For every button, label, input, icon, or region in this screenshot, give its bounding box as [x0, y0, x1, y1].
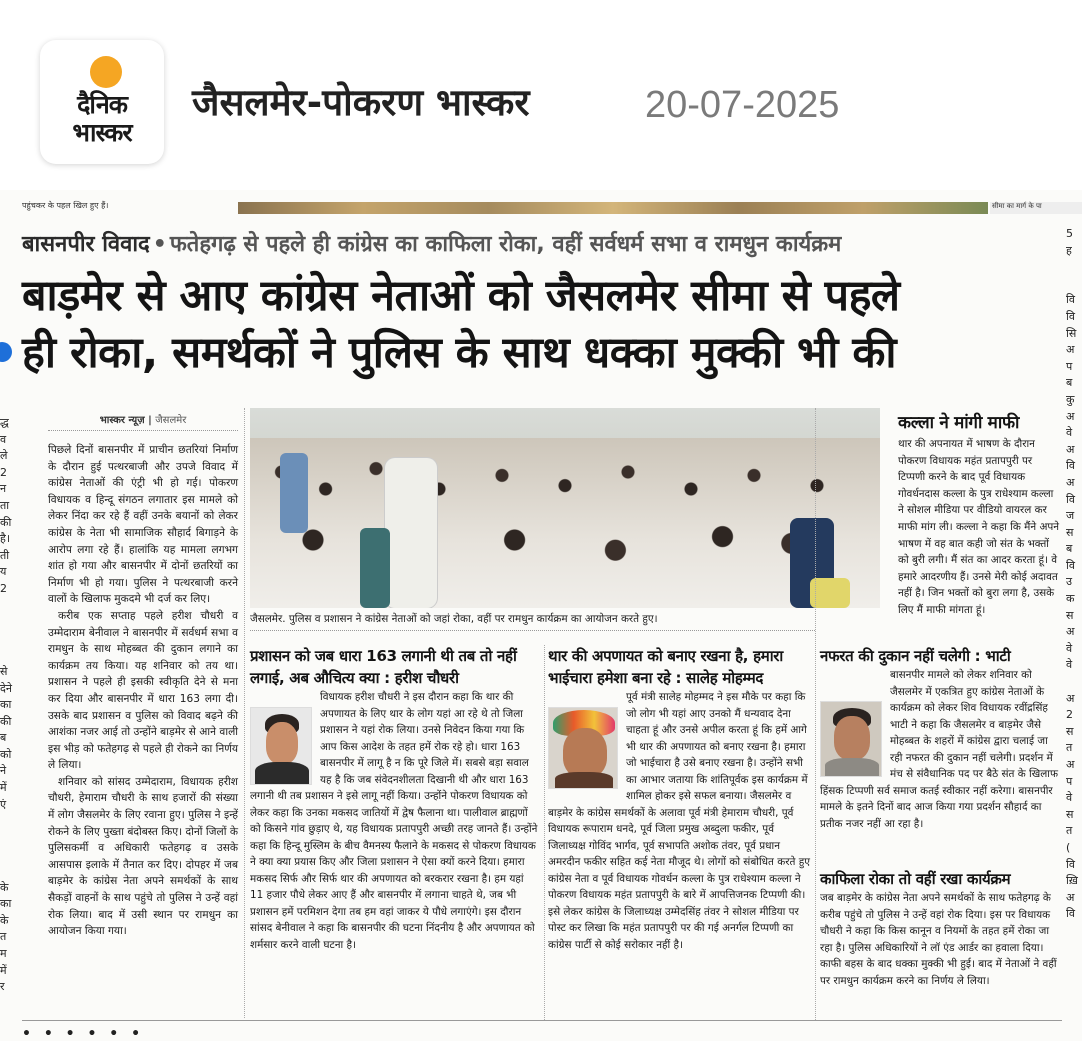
- column-fragment: देने: [0, 681, 12, 695]
- previous-column-overflow: [0, 415, 14, 996]
- column-fragment: [1066, 259, 1082, 276]
- sidebar-body-wrap: [250, 689, 540, 953]
- previous-article-photo-strip: [238, 202, 988, 214]
- headshot-ravindra-bhati: [820, 701, 882, 777]
- column-fragment: 2: [0, 465, 7, 479]
- sidebar-title: काफिला रोका तो वहीं रखा कार्यक्रम: [820, 870, 1011, 888]
- column-fragment: अ: [1066, 409, 1075, 423]
- column-fragment: के: [0, 913, 9, 927]
- column-divider: [544, 645, 545, 1020]
- column-fragment: न: [0, 482, 7, 496]
- column-fragment: उ: [1066, 575, 1073, 589]
- column-fragment: स: [1066, 525, 1074, 539]
- column-fragment: की: [0, 515, 12, 529]
- column-fragment: ब: [1066, 376, 1073, 390]
- column-fragment: प: [1066, 359, 1073, 373]
- column-fragment: के: [0, 880, 9, 894]
- column-fragment: 5: [1066, 227, 1073, 240]
- headline-line-2: ही रोका, समर्थकों ने पुलिस के साथ धक्का मुक्की भी की: [22, 328, 897, 378]
- article-body: [48, 442, 238, 940]
- article-paragraph: शनिवार को सांसद उम्मेदाराम, विधायक हरीश चौधरी, हेमाराम चौधरी के साथ हजारों की संख्या में लोग जैसलमेर के लिए रवाना हुए। पुलिस ने इन्हें रोकने के लिए पुख्ता बंदोबस्त किए। दोनों जिलों के पुलिसकर्मी व अधिकारी फतेहगढ़ व उसके आसपास इलाके में तैनात कर दिए। दोपहर में जब बाड़मेर के कांग्रेस नेता अपने समर्थकों के साथ सैकड़ों वाहनों के साथ पहुंचे तो पुलिस ने उन्हें वहां रोक लिया। बाद में उसी स्थान पर रामधुन का आयोजन किया गया।: [48, 775, 238, 938]
- sidebar-title: थार की अपणायत को बनाए रखना है, हमारा भाईचारा हमेशा बना रहे : सालेह मोहम्मद: [548, 647, 784, 687]
- kicker-topic: बासनपीर विवाद: [22, 232, 150, 257]
- next-headline-fragment: • • • • • •: [22, 1026, 145, 1041]
- column-fragment: का: [0, 698, 12, 712]
- column-fragment: में: [0, 963, 7, 977]
- column-fragment: प: [1066, 774, 1073, 788]
- column-fragment: वि: [1066, 492, 1075, 506]
- byline-city: जैसलमेर: [155, 415, 187, 426]
- kicker-bullet: •: [152, 232, 167, 257]
- column-fragment: वे: [1066, 426, 1073, 440]
- column-fragment: [1066, 674, 1082, 691]
- column-fragment: अ: [1066, 475, 1075, 489]
- column-fragment: वि: [1066, 558, 1075, 572]
- column-fragment: 2: [0, 581, 7, 595]
- sidebar-harish-chaudhary: [250, 645, 540, 953]
- sidebar-title: कल्ला ने मांगी माफी: [898, 413, 1020, 433]
- blue-dot-marker: [0, 342, 12, 362]
- edition-title: जैसलमेर-पोकरण भास्कर: [192, 81, 530, 124]
- dainik-bhaskar-logo[interactable]: [40, 40, 164, 164]
- column-fragment: वे: [1066, 791, 1073, 805]
- column-fragment: [0, 614, 14, 631]
- article-photo-crowd[interactable]: [250, 408, 880, 608]
- column-fragment: र: [0, 980, 5, 994]
- photo-figure: [360, 528, 390, 608]
- article-kicker: [22, 228, 841, 262]
- column-fragment: है।: [0, 532, 11, 546]
- sun-icon: [90, 56, 122, 88]
- column-fragment: [0, 830, 14, 847]
- next-article-fragment: सीमा का मार्ग के पा: [990, 202, 1082, 214]
- edition-date: 20-07-2025: [645, 84, 840, 126]
- column-fragment: को: [0, 747, 12, 761]
- column-fragment: ता: [0, 498, 10, 512]
- column-fragment: स: [1066, 807, 1074, 821]
- logo-text-line2: भास्कर: [72, 118, 132, 147]
- column-fragment: [1066, 276, 1082, 293]
- column-fragment: वि: [1066, 309, 1075, 323]
- headshot-saleh-mohammad: [548, 707, 618, 789]
- headline-line-1: बाड़मेर से आए कांग्रेस नेताओं को जैसलमेर सीमा से पहले: [22, 271, 900, 321]
- kicker-subhead: फतेहगढ़ से पहले ही कांग्रेस का काफिला रोका, वहीं सर्वधर्म सभा व रामधुन कार्यक्रम: [169, 232, 842, 257]
- column-fragment: त: [1066, 824, 1073, 838]
- next-column-overflow: [1066, 226, 1082, 923]
- sidebar-body-wrap: [548, 689, 813, 953]
- column-fragment: अ: [1066, 343, 1075, 357]
- column-fragment: त: [1066, 741, 1073, 755]
- column-fragment: द्ध: [0, 416, 9, 429]
- column-fragment: ने: [0, 764, 7, 778]
- column-fragment: म: [0, 947, 7, 960]
- newspaper-page: [0, 190, 1082, 1041]
- article-paragraph: पिछले दिनों बासनपीर में प्राचीन छतरियां निर्माण के दौरान हुई पत्थरबाजी और उपजे विवाद में कांग्रेस नेताओं की एंट्री भी हो गई। पोकरण विधायक व हिन्दू संगठन लगातार इस मामले को लेकर निंदा कर रहे हैं वहीं उनके बयानों को लेकर कांग्रेस के नेता भी सामाजिक सौहार्द बिगाड़ने के आरोप लगा रहे हैं। हालांकि यह मामला लगभग शांत हो गया और बासनपीर में दोनों छतरियों का निर्माण भी हो गया। पुलिस ने पत्थरबाजी करने वालों के खिलाफ मुकदमे भी दर्ज कर लिए।: [48, 444, 238, 606]
- column-fragment: का: [0, 897, 12, 911]
- column-divider: [815, 408, 816, 1020]
- sidebar-saleh-mohammad: [548, 645, 813, 953]
- sidebar-ravindra-bhati: [820, 645, 1060, 832]
- column-fragment: ज: [1066, 509, 1075, 523]
- photo-crowd-layer: [250, 438, 880, 608]
- sidebar-body: जब बाड़मेर के कांग्रेस नेता अपने समर्थकों के साथ फतेहगढ़ के करीब पहुंचे तो पुलिस ने उन्हें वहां रोक दिया। इस पर विधायक चौधरी ने कहा कि किस कानून व नियमों के तहत हमें रोका जा रहा है। पुलिस अधिकारियों ने लॉ एंड आर्डर का हवाला दिया। काफी बहस के बाद धक्का मुक्की भी हुई। बाद में नेताओं ने वहीं पर रामधुन कार्यक्रम करने का निर्णय ले लिया।: [820, 892, 1057, 987]
- column-fragment: अ: [1066, 442, 1075, 456]
- sidebar-body: विधायक हरीश चौधरी ने इस दौरान कहा कि थार की अपणायत के लिए थार के लोग यहां आ रहे थे तो जिला प्रशासन ने यहां रोक लिया। उनसे निवेदन किया गया कि आप किस आदेश के तहत हमें रोक रहे हो। धारा 163 बासनपीर में लागू है न कि पूरे जिले में। सबसे बड़ा सवाल यह है कि जब संवेदनशीलता दिखानी थी और धारा 163 लगानी थी तब प्रशासन ने इसे लागू नहीं किया। उन्होंने पोकरण विधायक को लेकर कहा कि उनका मकसद जातियों में द्वेष फैलाना था। पालीवाल ब्राह्मणों को किसने गांव छुड़ाए थे, यह विधायक प्रतापपुरी अच्छी तरह जानते हैं। उन्होंने कहा कि हिन्दू मुस्लिम के बीच वैमनस्य फैलाने के मकसद से पोकरण विधायक ने क्या क्या प्रयास किए और जिला प्रशासन ने ऐसा क्यों करने दिया। हमारा मकसद सिर्फ और सिर्फ थार की अपणायत को बरकरार रखना है। हम यहां 11 हजार पौधे लेकर आए हैं और बासनपीर में लगाना चाहते थे, जब भी प्रशासन हमें परमिशन देगा तब हम वहां जाकर ये पौधे लगाएंगे। इस दौरान सांसद बेनीवाल ने कहा कि बासनपीर की घटना निंदनीय है और अपणायत को शर्मसार करने वाली घटना है।: [250, 691, 538, 951]
- sidebar-kafila: [820, 868, 1060, 989]
- column-fragment: कु: [1066, 392, 1075, 406]
- column-fragment: [0, 813, 14, 830]
- column-fragment: [0, 647, 14, 664]
- column-fragment: ती: [0, 548, 10, 562]
- column-fragment: क: [1066, 592, 1075, 606]
- column-fragment: ले: [0, 449, 8, 463]
- column-fragment: की: [0, 714, 12, 728]
- photo-figure: [280, 453, 308, 533]
- column-fragment: स: [1066, 608, 1074, 622]
- column-fragment: वे: [1066, 658, 1073, 672]
- column-fragment: अ: [1066, 758, 1075, 771]
- column-fragment: ब: [0, 731, 7, 745]
- column-fragment: [0, 598, 14, 615]
- column-fragment: वि: [1066, 907, 1075, 921]
- page-bottom-divider: [22, 1020, 1062, 1021]
- column-fragment: व: [0, 432, 7, 446]
- column-fragment: [0, 863, 14, 880]
- column-fragment: में: [0, 781, 7, 795]
- column-fragment: ख़ि: [1066, 874, 1078, 888]
- column-fragment: अ: [1066, 890, 1075, 904]
- sidebar-body: थार की अपनायत में भाषण के दौरान पोकरण विधायक महंत प्रतापपुरी पर टिप्पणी करने के बाद पूर्व विधायक गोवर्धनदास कल्ला के पुत्र राधेश्याम कल्ला ने सोशल मीडिया पर वीडियो वायरल कर माफी मांग ली। कल्ला ने कहा कि मैंने अपने भाषण में वह बात कही जो संत के भक्तों को बुरी लगी। मैं संत का आदर करता हूं। वे हमारे आदरणीय हैं। उनसे मेरी कोई अदावत नहीं है। जिन भक्तों को बुरा लगा है, उसके लिए मैं माफी मांगता हूं।: [898, 438, 1060, 616]
- headshot-harish-chaudhary: [250, 707, 312, 785]
- column-fragment: वि: [1066, 857, 1075, 871]
- column-fragment: अ: [1066, 625, 1075, 639]
- sidebar-title: प्रशासन को जब धारा 163 लगानी थी तब तो नहीं लगाई, अब औचित्य क्या : हरीश चौधरी: [250, 647, 517, 687]
- photo-caption: जैसलमेर. पुलिस व प्रशासन ने कांग्रेस नेताओं को जहां रोका, वहीं पर रामधुन कार्यक्रम का आयोजन करते हुए।: [250, 613, 658, 625]
- column-fragment: सि: [1066, 326, 1077, 340]
- sidebar-body: बासनपीर मामले को लेकर शनिवार को जैसलमेर में एकत्रित हुए कांग्रेस नेताओं के कार्यक्रम को लेकर शिव विधायक रवींद्रसिंह भाटी ने कहा कि जैसलमेर व बाड़मेर जैसे मोहब्बत के शहरों में कांग्रेस द्वारा चलाई जा रही नफरत की दुकान नहीं चलेगी। प्रदर्शन में मंच से संवैधानिक पद पर बैठे संत के खिलाफ हिंसक टिप्पणी सर्व समाज कतई स्वीकार नहीं करेगा। बासनपीर मामले के इतने दिनों बाद आज किया गया प्रदर्शन सौहार्द का प्रतीक नजर नहीं आ रहा है।: [820, 669, 1058, 830]
- byline-agency: भास्कर न्यूज़: [99, 415, 145, 426]
- column-fragment: एं: [0, 797, 7, 811]
- column-fragment: ब: [1066, 542, 1073, 556]
- sidebar-title: नफरत की दुकान नहीं चलेगी : भाटी: [820, 647, 1011, 665]
- column-fragment: 2: [1066, 708, 1073, 722]
- column-fragment: (: [1066, 840, 1071, 854]
- byline: भास्कर न्यूज़ | जैसलमेर: [99, 415, 187, 426]
- column-fragment: ह: [1066, 243, 1072, 257]
- sidebar-kalla: [898, 410, 1062, 619]
- sidebar-body: पूर्व मंत्री सालेह मोहम्मद ने इस मौके पर कहा कि जो लोग भी यहां आए उनको मैं धन्यवाद देना चाहता हूं और उनसे अपील करता हूं कि हमें आगे भी थार की अपणायत को बनाए रखना है। हमारा जो भाईचारा है उसे बनाए रखना है। उन्होंने सभी का आभार जताया कि शांतिपूर्वक इस कार्यक्रम में शामिल होकर इसे सफल बनाया। जैसलमेर व बाड़मेर के कांग्रेस समर्थकों के अलावा पूर्व मंत्री हेमाराम चौधरी, पूर्व विधायक रूपाराम धनदे, पूर्व जिला प्रमुख अब्दुला फकीर, पूर्व जिलाध्यक्ष गोविंद भार्गव, पूर्व सभापति अशोक तंवर, पूर्व प्रधान अमरदीन फकीर सहित कई नेता मौजूद थे। लोगों को संबोधित करते हुए कांग्रेस नेता व पूर्व विधायक गोवर्धन कल्ला के पुत्र राधेश्याम कल्ला ने पोकरण विधायक महंत प्रतापपुरी के बारे में आपत्तिजनक टिप्पणी की। इसे लेकर कांग्रेस के जिलाध्यक्ष उम्मेदसिंह तंवर ने सोशल मीडिया पर पोस्ट कर लिखा कि महंत प्रतापपुरी पर की गई अनर्गल टिप्पणी का कांग्रेस पार्टी से कोई सरोकार नहीं है।: [548, 691, 810, 951]
- logo-text-line1: दैनिक: [77, 90, 127, 119]
- column-fragment: से: [0, 664, 8, 678]
- photo-figure: [810, 578, 850, 608]
- column-fragment: [0, 846, 14, 863]
- photo-figure: [385, 458, 437, 608]
- column-fragment: वि: [1066, 459, 1075, 473]
- previous-article-fragment: पहुंचकर के पहल खिल हुए हैं।: [22, 201, 109, 210]
- app-header: [0, 0, 1082, 190]
- column-fragment: त: [0, 930, 7, 944]
- column-fragment: अ: [1066, 691, 1075, 705]
- caption-divider: [250, 630, 815, 631]
- column-fragment: वे: [1066, 641, 1073, 655]
- sidebar-body-wrap: [820, 667, 1060, 832]
- column-fragment: [0, 631, 14, 648]
- article-headline: [22, 268, 1062, 382]
- column-divider: [244, 408, 245, 1018]
- column-fragment: वि: [1066, 293, 1075, 307]
- article-paragraph: करीब एक सप्ताह पहले हरीश चौधरी व उम्मेदाराम बेनीवाल ने बासनपीर में सर्वधर्म सभा व रामधुन के साथ मोहब्बत की दुकान लगाने का कार्यक्रम तय किया। यह शनिवार को तय था। प्रशासन ने पहले ही इसकी स्वीकृति देने से मना कर दिया और बासनपीर में धारा 163 लगा दी। उसके बाद प्रशासन व पुलिस को विवाद बढ़ने की आशंका नजर आई तो उन्होंने बाड़मेर से आने वाली इस भीड़ को फतेहगढ़ से पहले ही रोकने का निर्णय ले लिया।: [48, 609, 238, 772]
- column-fragment: य: [0, 565, 7, 579]
- byline-divider: [48, 430, 238, 431]
- column-fragment: स: [1066, 724, 1074, 738]
